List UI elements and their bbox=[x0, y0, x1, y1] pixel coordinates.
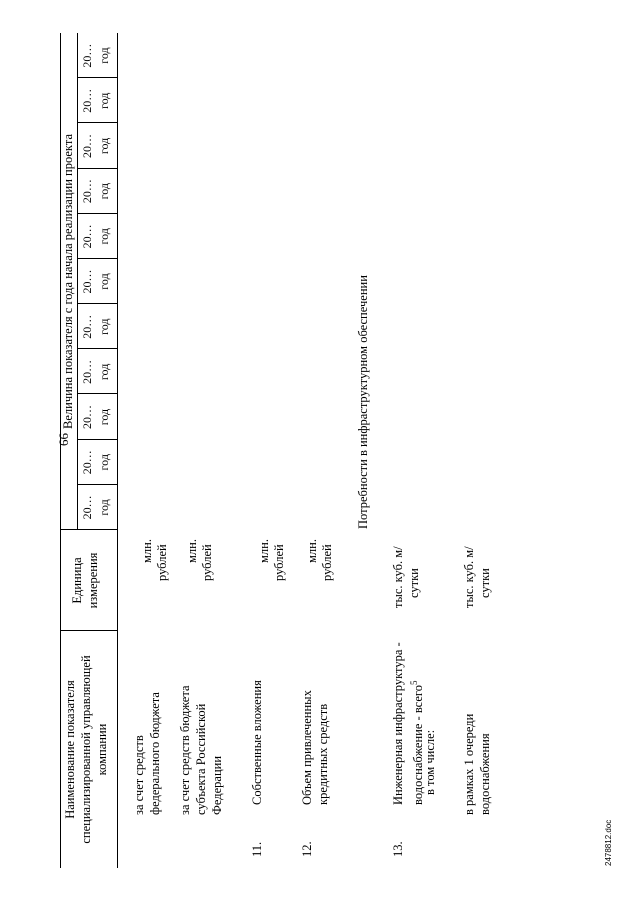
year-column-divider bbox=[77, 348, 117, 349]
header-name-line-3: компании bbox=[95, 723, 109, 776]
year-suffix: год bbox=[97, 137, 111, 155]
year-suffix: год bbox=[97, 92, 111, 109]
year-label: 20… bbox=[80, 314, 94, 339]
row-13-unit-1: тыс. куб. м/ bbox=[391, 546, 405, 608]
row-11-name: Собственные вложения bbox=[250, 680, 264, 805]
row-12-number: 12. bbox=[300, 841, 314, 857]
header-unit-line-1: Единица bbox=[70, 557, 84, 604]
row-13-1-unit-1: тыс. куб. м/ bbox=[462, 546, 476, 608]
year-column-divider bbox=[77, 122, 117, 123]
row-11-number: 11. bbox=[250, 841, 264, 857]
year-label: 20… bbox=[80, 224, 94, 249]
year-label: 20… bbox=[80, 359, 94, 384]
year-suffix: год bbox=[97, 273, 111, 290]
year-column-divider bbox=[77, 303, 117, 304]
year-column-divider bbox=[77, 77, 117, 78]
year-suffix: год bbox=[97, 363, 111, 381]
header-unit-line-2: измерения bbox=[86, 552, 100, 609]
row-13-1-unit-2: сутки bbox=[478, 568, 492, 598]
year-column-divider bbox=[77, 213, 117, 214]
year-suffix: год bbox=[97, 47, 111, 64]
year-suffix: год bbox=[97, 318, 111, 335]
row-13-name-3: в том числе: bbox=[423, 729, 437, 795]
header-name-line-1: Наименование показателя bbox=[63, 680, 77, 819]
row-12-name-2: кредитных средств bbox=[316, 703, 330, 805]
row-12-unit-1: млн. bbox=[305, 539, 319, 563]
row-11-unit-2: рублей bbox=[272, 544, 286, 581]
year-suffix: год bbox=[97, 182, 111, 200]
page-number: 66 bbox=[56, 433, 71, 446]
row-13-name-1: Инженерная инфраструктура - bbox=[391, 642, 405, 805]
year-label: 20… bbox=[80, 88, 94, 113]
year-label: 20… bbox=[80, 43, 94, 68]
row-13-1-name-2: водоснабжения bbox=[478, 733, 492, 815]
row-budget-region-name-3: Федерации bbox=[210, 755, 224, 815]
row-budget-region-name-2: субъекта Российской bbox=[194, 703, 208, 815]
header-value-title: Величина показателя с года начала реализации проекта bbox=[61, 134, 75, 429]
rotated-table-content bbox=[0, 33, 640, 868]
row-budget-federal-unit-2: рублей bbox=[155, 544, 169, 581]
year-suffix: год bbox=[97, 408, 111, 426]
year-label: 20… bbox=[80, 269, 94, 294]
row-budget-region-unit-2: рублей bbox=[200, 544, 214, 581]
year-column-divider bbox=[77, 439, 117, 440]
year-suffix: год bbox=[97, 499, 111, 516]
row-budget-federal-name-2: федерального бюджета bbox=[148, 692, 162, 815]
row-budget-region-unit-1: млн. bbox=[185, 539, 199, 563]
year-suffix: год bbox=[97, 228, 111, 245]
year-label: 20… bbox=[80, 405, 94, 430]
year-label: 20… bbox=[80, 179, 94, 204]
row-13-unit-2: сутки bbox=[407, 568, 421, 598]
table-header-bottom-border bbox=[117, 33, 118, 868]
year-label: 20… bbox=[80, 495, 94, 520]
year-column-divider bbox=[77, 393, 117, 394]
row-11-unit-1: млн. bbox=[257, 539, 271, 563]
year-header-border bbox=[77, 33, 78, 530]
footnote-marker: 5 bbox=[409, 680, 419, 686]
header-name-line-2: специализированной управляющей bbox=[79, 655, 93, 844]
year-column-divider bbox=[77, 168, 117, 169]
section-title: Потребности в инфраструктурном обеспечении bbox=[356, 275, 370, 529]
year-column-divider bbox=[77, 484, 117, 485]
row-12-name-1: Объем привлеченных bbox=[300, 690, 314, 805]
year-column-divider bbox=[77, 258, 117, 259]
row-12-unit-2: рублей bbox=[320, 544, 334, 581]
year-suffix: год bbox=[97, 454, 111, 471]
row-13-number: 13. bbox=[391, 841, 405, 857]
year-label: 20… bbox=[80, 133, 94, 158]
row-13-name-2-text: водоснабжение - всего bbox=[411, 685, 426, 805]
row-budget-federal-name-1: за счет средств bbox=[132, 735, 146, 815]
footer-document-code: 2478812.doc bbox=[604, 819, 613, 866]
row-budget-federal-unit-1: млн. bbox=[140, 539, 154, 563]
year-label: 20… bbox=[80, 450, 94, 475]
row-budget-region-name-1: за счет средств бюджета bbox=[178, 685, 192, 815]
row-13-1-name-1: в рамках 1 очереди bbox=[462, 713, 476, 815]
